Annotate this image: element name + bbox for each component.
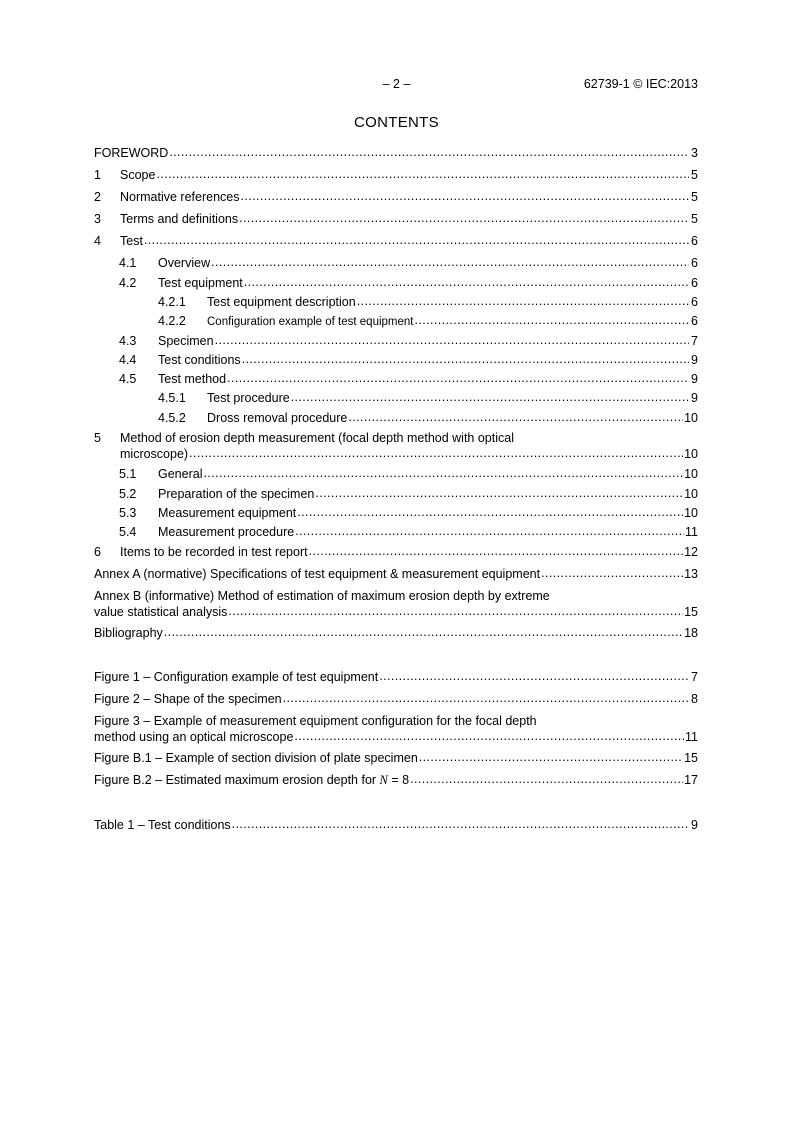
leader-dots bbox=[244, 277, 689, 287]
toc-entry-terms-definitions[interactable] bbox=[94, 212, 698, 226]
toc-entry-number: 4.3 bbox=[119, 334, 137, 348]
toc-entry-number: 4.5.1 bbox=[158, 391, 186, 405]
leader-dots bbox=[156, 169, 689, 179]
toc-entry-items-recorded[interactable] bbox=[94, 545, 698, 559]
leader-dots bbox=[169, 147, 689, 157]
figure-entry-page: 11 bbox=[685, 730, 698, 744]
toc-entry-page: 6 bbox=[691, 256, 698, 270]
page-number: – 2 – bbox=[382, 77, 411, 91]
toc-entry-number: 4.2.2 bbox=[158, 314, 186, 328]
toc-entry-page: 5 bbox=[691, 190, 698, 204]
toc-entry-text: Normative references bbox=[120, 190, 240, 204]
toc-entry-erosion-depth-measurement[interactable] bbox=[94, 431, 698, 461]
figure-entry-text: Figure B.1 – Example of section division of plate specimen bbox=[94, 751, 418, 765]
toc-entry-measurement-equipment[interactable] bbox=[94, 506, 698, 520]
toc-entry-overview[interactable] bbox=[94, 256, 698, 270]
leader-dots bbox=[144, 235, 689, 245]
leader-dots bbox=[414, 315, 689, 325]
table-entry-text: Table 1 – Test conditions bbox=[94, 818, 231, 832]
leader-dots bbox=[283, 693, 689, 703]
toc-entry-text-continued: microscope) bbox=[120, 447, 189, 461]
toc-entry-test-equipment-description[interactable] bbox=[94, 295, 698, 309]
figure-entry-text-suffix: = 8 bbox=[387, 773, 410, 787]
toc-entry-test-procedure[interactable] bbox=[94, 391, 698, 405]
toc-entry-bibliography[interactable] bbox=[94, 626, 698, 640]
toc-entry-number: 1 bbox=[94, 168, 101, 182]
toc-entry-text: Method of erosion depth measurement (focal depth method with optical bbox=[120, 431, 514, 445]
table-entry-1[interactable] bbox=[94, 818, 698, 832]
toc-entry-page: 6 bbox=[691, 234, 698, 248]
toc-entry-page: 6 bbox=[691, 314, 698, 328]
toc-entry-text: Preparation of the specimen bbox=[158, 487, 315, 501]
leader-dots bbox=[189, 448, 683, 458]
leader-dots bbox=[239, 213, 689, 223]
toc-entry-number: 3 bbox=[94, 212, 101, 226]
toc-entry-text: Measurement equipment bbox=[158, 506, 297, 520]
figure-entry-1[interactable] bbox=[94, 670, 698, 684]
toc-entry-text: Configuration example of test equipment bbox=[207, 316, 414, 328]
leader-dots bbox=[309, 546, 684, 556]
toc-entry-specimen[interactable] bbox=[94, 334, 698, 348]
toc-entry-text: Measurement procedure bbox=[158, 525, 295, 539]
toc-entry-page: 9 bbox=[691, 353, 698, 367]
toc-entry-normative-references[interactable] bbox=[94, 190, 698, 204]
toc-entry-page: 5 bbox=[691, 212, 698, 226]
toc-entry-page: 9 bbox=[691, 372, 698, 386]
toc-entry-number: 2 bbox=[94, 190, 101, 204]
toc-entry-text-continued: value statistical analysis bbox=[94, 605, 228, 619]
document-reference: 62739-1 © IEC:2013 bbox=[583, 77, 698, 91]
toc-entry-measurement-procedure[interactable] bbox=[94, 525, 698, 539]
toc-entry-text: Terms and definitions bbox=[120, 212, 239, 226]
leader-dots bbox=[241, 191, 690, 201]
toc-entry-text: Scope bbox=[120, 168, 156, 182]
toc-entry-text: Items to be recorded in test report bbox=[120, 545, 308, 559]
leader-dots bbox=[348, 412, 683, 422]
toc-entry-annex-b[interactable] bbox=[94, 589, 698, 619]
figure-entry-text: Figure 1 – Configuration example of test equipment bbox=[94, 670, 379, 684]
toc-entry-text: Bibliography bbox=[94, 626, 163, 640]
toc-entry-number: 5.2 bbox=[119, 487, 137, 501]
leader-dots bbox=[295, 526, 684, 536]
toc-entry-text: Annex B (informative) Method of estimation of maximum erosion depth by extreme bbox=[94, 589, 550, 603]
toc-entry-page: 6 bbox=[691, 276, 698, 290]
toc-entry-annex-a[interactable] bbox=[94, 567, 698, 581]
toc-entry-text: Test equipment description bbox=[207, 295, 356, 309]
toc-entry-text: Specimen bbox=[158, 334, 214, 348]
table-entry-page: 9 bbox=[691, 818, 698, 832]
toc-entry-test-conditions[interactable] bbox=[94, 353, 698, 367]
toc-entry-page: 10 bbox=[684, 411, 698, 425]
leader-dots bbox=[227, 373, 689, 383]
leader-dots bbox=[379, 671, 689, 681]
leader-dots bbox=[541, 568, 683, 578]
leader-dots bbox=[215, 335, 689, 345]
toc-entry-page: 10 bbox=[684, 506, 698, 520]
toc-entry-number: 5 bbox=[94, 431, 101, 445]
leader-dots bbox=[291, 392, 689, 402]
leader-dots bbox=[242, 354, 689, 364]
figure-entry-page: 8 bbox=[691, 692, 698, 706]
figure-entry-variable: N bbox=[379, 773, 388, 787]
toc-entry-number: 4.4 bbox=[119, 353, 137, 367]
figure-entry-b2[interactable] bbox=[94, 773, 698, 787]
leader-dots bbox=[228, 606, 683, 616]
toc-entry-text: Dross removal procedure bbox=[207, 411, 348, 425]
toc-entry-configuration-example[interactable] bbox=[94, 314, 698, 329]
toc-entry-text: Test conditions bbox=[158, 353, 241, 367]
toc-entry-test-equipment[interactable] bbox=[94, 276, 698, 290]
figure-entry-2[interactable] bbox=[94, 692, 698, 706]
figure-entry-page: 15 bbox=[684, 751, 698, 765]
leader-dots bbox=[211, 257, 689, 267]
toc-entry-text: FOREWORD bbox=[94, 146, 169, 160]
toc-entry-page: 6 bbox=[691, 295, 698, 309]
toc-entry-number: 4.2 bbox=[119, 276, 137, 290]
toc-entry-dross-removal[interactable] bbox=[94, 411, 698, 425]
leader-dots bbox=[315, 488, 683, 498]
toc-entry-number: 5.3 bbox=[119, 506, 137, 520]
leader-dots bbox=[419, 752, 683, 762]
toc-entry-page: 10 bbox=[684, 447, 698, 461]
toc-entry-preparation-specimen[interactable] bbox=[94, 487, 698, 501]
toc-entry-page: 5 bbox=[691, 168, 698, 182]
leader-dots bbox=[357, 296, 689, 306]
figure-entry-b1[interactable] bbox=[94, 751, 698, 765]
toc-entry-page: 10 bbox=[684, 467, 698, 481]
figure-entry-text bbox=[94, 773, 409, 787]
figure-entry-3[interactable] bbox=[94, 714, 698, 744]
toc-entry-number: 4.1 bbox=[119, 256, 137, 270]
toc-entry-test-method[interactable] bbox=[94, 372, 698, 386]
figure-entry-text: Figure 2 – Shape of the specimen bbox=[94, 692, 282, 706]
leader-dots bbox=[410, 774, 683, 784]
figure-entry-text-prefix: Figure B.2 – Estimated maximum erosion depth for bbox=[94, 773, 380, 787]
toc-entry-page: 9 bbox=[691, 391, 698, 405]
toc-entry-page: 3 bbox=[691, 146, 698, 160]
toc-entry-page: 15 bbox=[684, 605, 698, 619]
leader-dots bbox=[294, 731, 684, 741]
toc-entry-number: 5.4 bbox=[119, 525, 137, 539]
toc-entry-number: 4.5.2 bbox=[158, 411, 186, 425]
toc-entry-number: 4.5 bbox=[119, 372, 137, 386]
toc-entry-page: 7 bbox=[691, 334, 698, 348]
leader-dots bbox=[203, 468, 683, 478]
figure-entry-text-continued: method using an optical microscope bbox=[94, 730, 294, 744]
toc-entry-text: Test procedure bbox=[207, 391, 290, 405]
figure-entry-page: 17 bbox=[684, 773, 698, 787]
toc-entry-foreword[interactable] bbox=[94, 146, 698, 160]
leader-dots bbox=[297, 507, 683, 517]
leader-dots bbox=[232, 819, 689, 829]
figure-entry-text: Figure 3 – Example of measurement equipment configuration for the focal depth bbox=[94, 714, 537, 728]
toc-entry-number: 6 bbox=[94, 545, 101, 559]
toc-entry-text: Test equipment bbox=[158, 276, 243, 290]
figure-entry-page: 7 bbox=[691, 670, 698, 684]
toc-entry-page: 12 bbox=[684, 545, 698, 559]
toc-entry-text: General bbox=[158, 467, 203, 481]
toc-entry-page: 10 bbox=[684, 487, 698, 501]
toc-entry-test[interactable] bbox=[94, 234, 698, 248]
toc-entry-text: Overview bbox=[158, 256, 211, 270]
toc-entry-number: 4.2.1 bbox=[158, 295, 186, 309]
toc-entry-scope[interactable] bbox=[94, 168, 698, 182]
toc-entry-text: Test bbox=[120, 234, 143, 248]
toc-entry-number: 5.1 bbox=[119, 467, 137, 481]
toc-entry-page: 11 bbox=[685, 525, 698, 539]
contents-title: CONTENTS bbox=[354, 114, 439, 131]
toc-entry-page: 13 bbox=[684, 567, 698, 581]
toc-entry-page: 18 bbox=[684, 626, 698, 640]
toc-entry-text: Test method bbox=[158, 372, 227, 386]
toc-entry-number: 4 bbox=[94, 234, 101, 248]
toc-entry-general[interactable] bbox=[94, 467, 698, 481]
leader-dots bbox=[164, 627, 683, 637]
toc-entry-text: Annex A (normative) Specifications of test equipment & measurement equipment bbox=[94, 567, 541, 581]
